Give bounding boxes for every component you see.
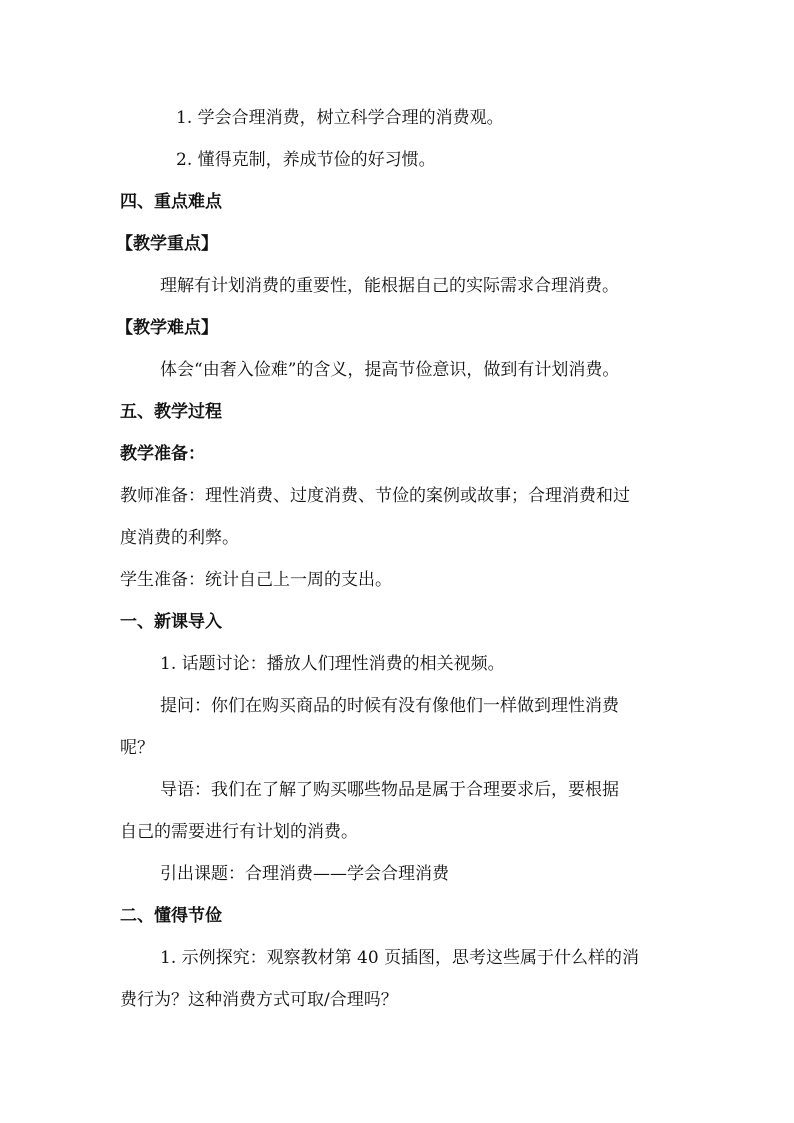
difficulty-text: 体会“由奢入俭难”的含义，提高节俭意识，做到有计划消费。: [160, 360, 620, 380]
teacher-prep-line-2: 度消费的利弊。: [120, 528, 239, 548]
teaching-prep-label: 教学准备：: [120, 444, 205, 464]
objective-item-2: 2. 懂得克制，养成节俭的好习惯。: [176, 150, 436, 170]
key-points-label: 【教学重点】: [116, 234, 218, 254]
key-points-text: 理解有计划消费的重要性，能根据自己的实际需求合理消费。: [160, 276, 619, 296]
question-line-2: 呢？: [120, 738, 154, 758]
difficulty-label: 【教学难点】: [116, 318, 218, 338]
topic-discussion: 1. 话题讨论：播放人们理性消费的相关视频。: [160, 654, 505, 674]
part-1-heading: 一、新课导入: [120, 612, 222, 632]
teacher-prep-line-1: 教师准备：理性消费、过度消费、节俭的案例或故事；合理消费和过: [120, 486, 630, 506]
question-line-1: 提问：你们在购买商品的时候有没有像他们一样做到理性消费: [160, 696, 619, 716]
example-line-1: 1. 示例探究：观察教材第 40 页插图，思考这些属于什么样的消: [160, 948, 640, 968]
guide-line-2: 自己的需要进行有计划的消费。: [120, 822, 358, 842]
example-line-2: 费行为？这种消费方式可取/合理吗？: [120, 990, 398, 1010]
part-2-heading: 二、懂得节俭: [120, 906, 222, 926]
section-4-heading: 四、重点难点: [120, 192, 222, 212]
student-prep: 学生准备：统计自己上一周的支出。: [120, 570, 392, 590]
lead-in-topic: 引出课题：合理消费——学会合理消费: [160, 864, 449, 884]
guide-line-1: 导语：我们在了解了购买哪些物品是属于合理要求后，要根据: [160, 780, 619, 800]
section-5-heading: 五、教学过程: [120, 402, 222, 422]
objective-item-1: 1. 学会合理消费，树立科学合理的消费观。: [176, 108, 504, 128]
